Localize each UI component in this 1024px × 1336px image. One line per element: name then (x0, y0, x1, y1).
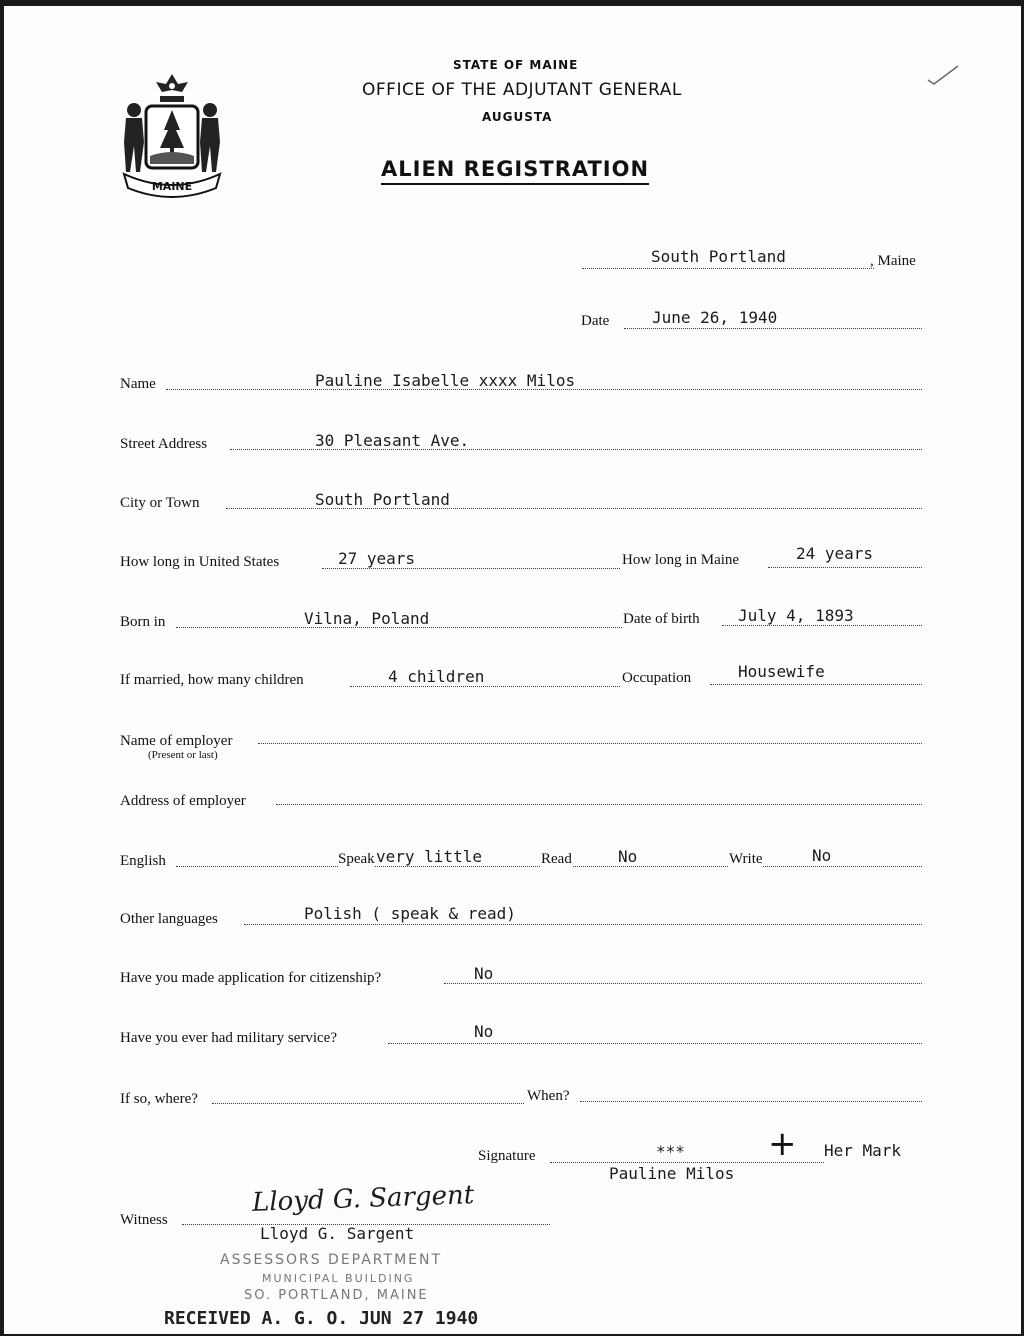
city-value: South Portland (315, 490, 450, 509)
header-office: OFFICE OF THE ADJUTANT GENERAL (362, 80, 682, 100)
received-stamp: RECEIVED A. G. O. JUN 27 1940 (164, 1308, 479, 1329)
occupation-line (710, 684, 922, 685)
occupation-label: Occupation (622, 670, 692, 686)
stamp-line-3: SO. PORTLAND, MAINE (244, 1288, 429, 1303)
children-label: If married, how many children (120, 672, 304, 688)
speak-value: very little (376, 847, 482, 866)
citizenship-line (444, 983, 922, 984)
street-value: 30 Pleasant Ave. (315, 431, 470, 450)
occupation-value: Housewife (738, 662, 825, 681)
state-seal-icon (116, 72, 228, 200)
date-value: June 26, 1940 (652, 308, 778, 327)
when-label: When? (527, 1088, 570, 1104)
maine-time-label: How long in Maine (622, 552, 740, 568)
signature-marks: *** (656, 1142, 685, 1161)
her-mark-text: Her Mark (824, 1141, 902, 1160)
english-label: English (120, 853, 166, 869)
maine-time-value: 24 years (796, 544, 874, 563)
military-value: No (474, 1022, 494, 1041)
name-label: Name (120, 376, 156, 392)
street-label: Street Address (120, 436, 208, 452)
header-city: AUGUSTA (482, 110, 553, 124)
born-label: Born in (120, 614, 166, 630)
children-line (350, 686, 620, 687)
employer-label: Name of employer (120, 733, 233, 749)
place-suffix: , Maine (870, 253, 916, 269)
place-line (582, 268, 874, 269)
citizenship-label: Have you made application for citizenship? (120, 970, 382, 986)
witness-typed-name: Lloyd G. Sargent (260, 1224, 415, 1243)
date-label: Date (581, 313, 610, 329)
us-time-line (322, 568, 620, 569)
read-value: No (618, 847, 638, 866)
employer-address-line (276, 804, 922, 805)
witness-handwritten-signature: Lloyd G. Sargent (251, 1180, 475, 1218)
speak-label: Speak (338, 851, 375, 867)
stamp-line-2: MUNICIPAL BUILDING (262, 1272, 415, 1285)
name-value: Pauline Isabelle xxxx Milos (315, 371, 576, 390)
check-mark-icon (926, 62, 960, 86)
us-time-value: 27 years (338, 549, 416, 568)
employer-line (258, 743, 922, 744)
dob-label: Date of birth (623, 611, 700, 627)
witness-label: Witness (120, 1212, 168, 1228)
read-label: Read (541, 851, 572, 867)
write-value: No (812, 846, 832, 865)
employer-sub-label: (Present or last) (148, 749, 218, 761)
military-line (388, 1043, 922, 1044)
us-time-label: How long in United States (120, 554, 280, 570)
born-value: Vilna, Poland (304, 609, 430, 628)
other-languages-line (244, 924, 922, 925)
page-title: ALIEN REGISTRATION (381, 157, 649, 185)
other-languages-label: Other languages (120, 911, 218, 927)
city-label: City or Town (120, 495, 200, 511)
dob-value: July 4, 1893 (738, 606, 854, 625)
svg-text:MAINE: MAINE (151, 180, 193, 193)
signature-typed-name: Pauline Milos (609, 1164, 735, 1183)
where-label: If so, where? (120, 1091, 198, 1107)
date-line (624, 328, 922, 329)
maine-time-line (768, 567, 922, 568)
when-line (580, 1101, 922, 1102)
other-languages-value: Polish ( speak & read) (304, 904, 516, 923)
military-label: Have you ever had military service? (120, 1030, 337, 1046)
stamp-line-1: ASSESSORS DEPARTMENT (220, 1252, 443, 1268)
place-value: South Portland (651, 247, 786, 266)
signature-label: Signature (478, 1148, 536, 1164)
header-state: STATE OF MAINE (453, 58, 579, 72)
write-label: Write (729, 851, 763, 867)
citizenship-value: No (474, 964, 494, 983)
signature-cross: + (768, 1124, 797, 1164)
dob-line (722, 625, 922, 626)
where-line (212, 1103, 524, 1104)
employer-address-label: Address of employer (120, 793, 246, 809)
children-value: 4 children (388, 667, 485, 686)
